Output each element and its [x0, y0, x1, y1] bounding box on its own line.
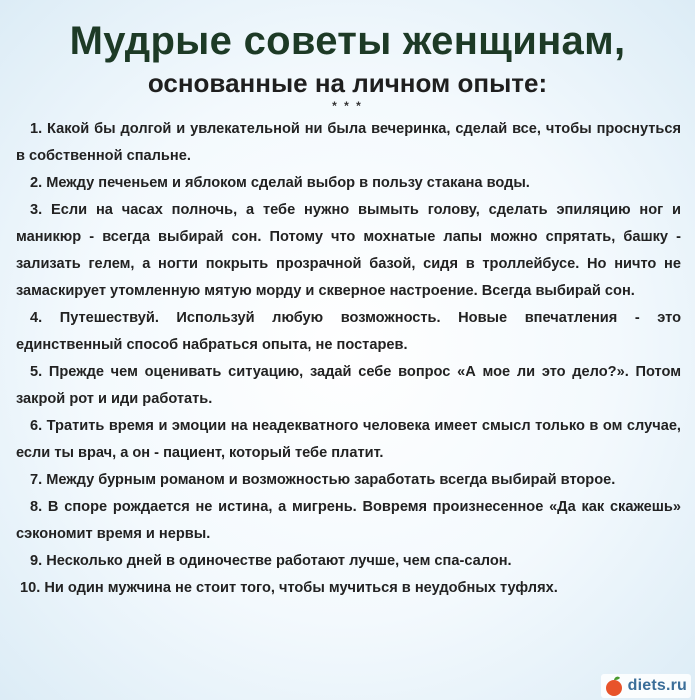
page-subtitle: основанные на личном опыте:: [147, 68, 548, 98]
advice-item-8: 8. В споре рождается не истина, а мигрень. Вовремя произнесенное «Да как скажешь» сэкономит время и нервы.: [16, 499, 681, 542]
advice-item-5: 5. Прежде чем оценивать ситуацию, задай себе вопрос «А мое ли это дело?». Потом закрой рот и иди работать.: [16, 364, 681, 407]
advice-item-7: 7. Между бурным романом и возможностью заработать всегда выбирай второе.: [30, 472, 616, 488]
page-title: Мудрые советы женщинам,: [69, 19, 626, 63]
advice-item-10: 10. Ни один мужчина не стоит того, чтобы мучиться в неудобных туфлях.: [20, 580, 558, 596]
apple-logo-icon: [603, 675, 625, 697]
advice-list: [14, 116, 681, 602]
advice-item-1: 1. Какой бы долгой и увлекательной ни была вечеринка, сделай все, чтобы проснуться в собственной спальне.: [16, 121, 681, 164]
advice-item-2: 2. Между печеньем и яблоком сделай выбор в пользу стакана воды.: [30, 175, 530, 191]
watermark: [601, 674, 691, 698]
advice-item-9: 9. Несколько дней в одиночестве работают лучше, чем спа-салон.: [30, 553, 512, 569]
advice-item-4: 4. Путешествуй. Используй любую возможность. Новые впечатления - это единственный способ набраться опыта, не постарев.: [16, 310, 681, 353]
advice-item-3: 3. Если на часах полночь, а тебе нужно вымыть голову, сделать эпиляцию ног и маникюр - всегда выбирай сон. Потому что мохнатые лапы можно спрятать, башку - зализать гелем, а ногти покрыть прозрачной базой, сидя в троллейбусе. Но ничто не замаскирует утомленную мятую морду и скверное настроение. Всегда выбирай сон.: [16, 202, 681, 299]
stars-divider: * * *: [332, 99, 363, 113]
watermark-text: diets.ru: [627, 677, 687, 694]
advice-item-6: 6. Тратить время и эмоции на неадекватного человека имеет смысл только в ом случае, если ты врач, а он - пациент, который тебе платит.: [16, 418, 681, 461]
